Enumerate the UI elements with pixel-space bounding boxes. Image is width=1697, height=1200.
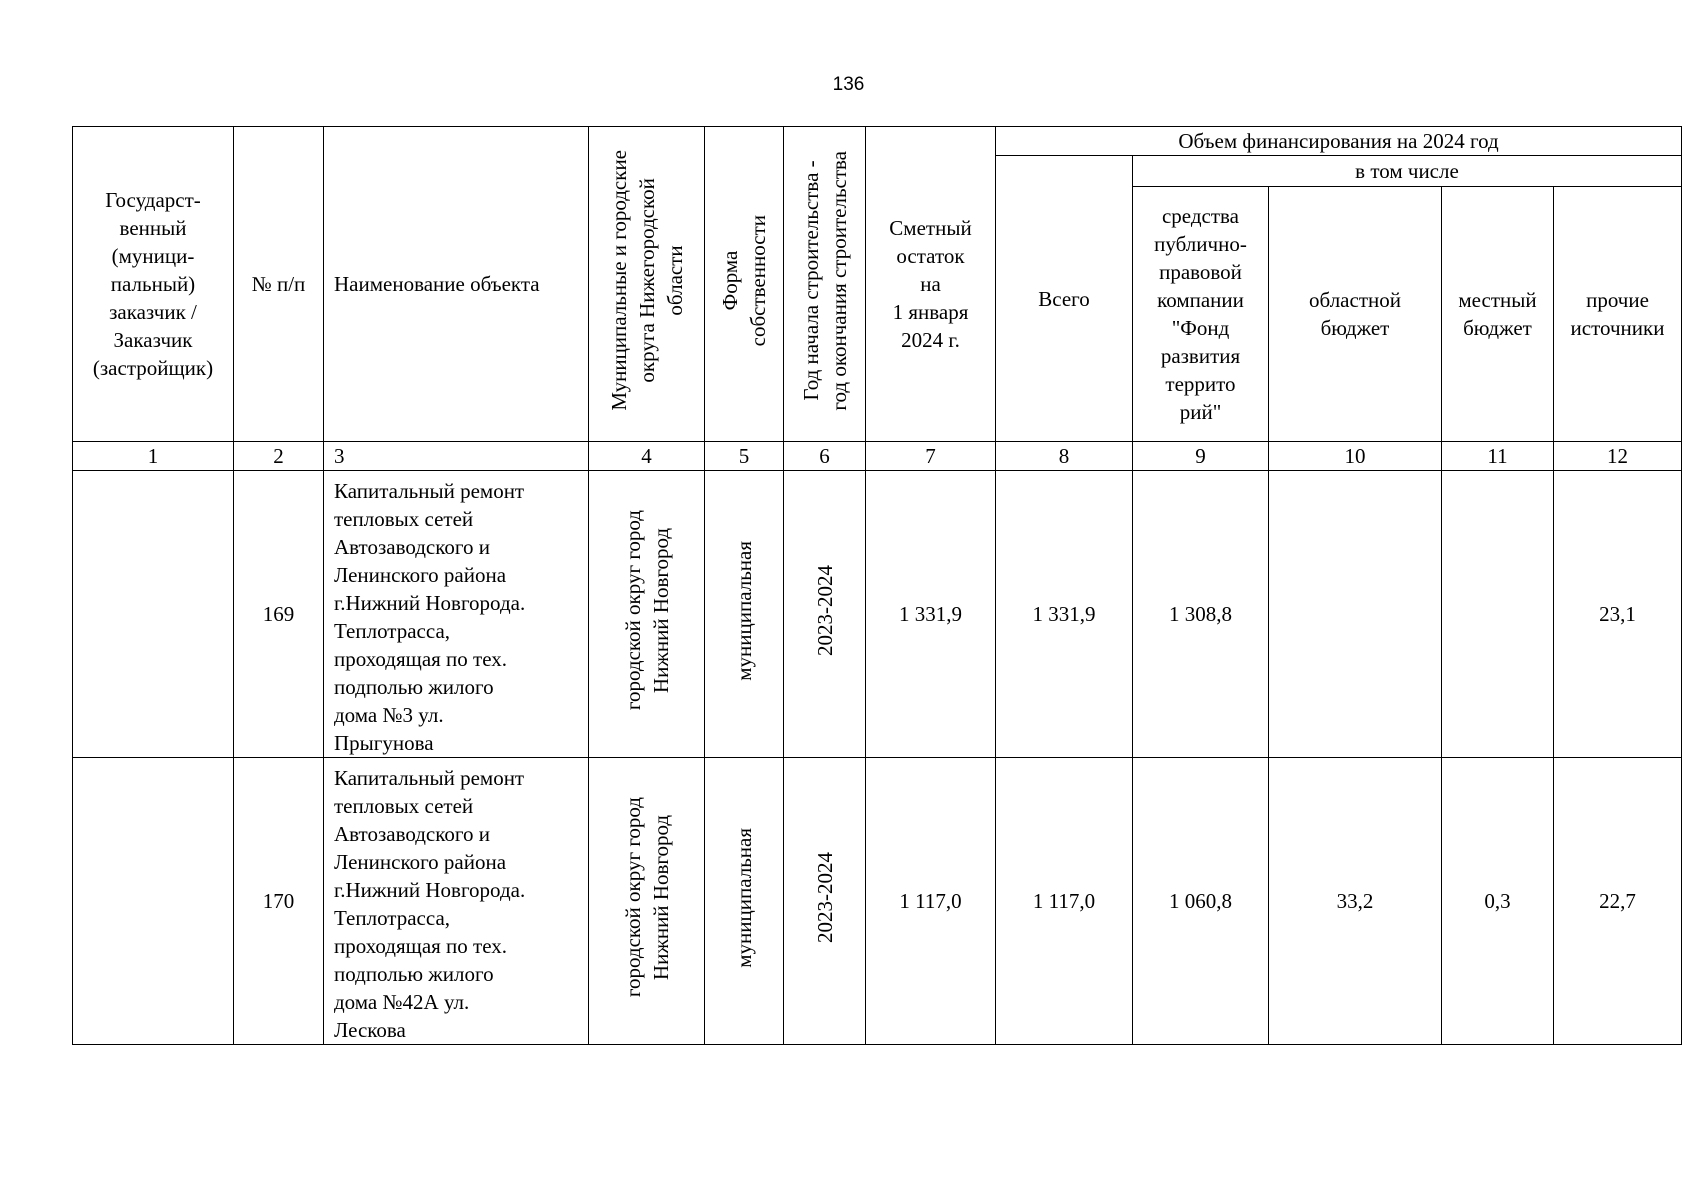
header-local: местный бюджет — [1442, 187, 1554, 442]
column-number: 10 — [1269, 442, 1442, 471]
column-number: 3 — [324, 442, 589, 471]
cell-municipality-cell — [589, 471, 705, 758]
header-estimate: Сметный остаток на 1 января 2024 г. — [866, 127, 996, 442]
financing-table — [72, 126, 1682, 1045]
cell-total: 1 331,9 — [996, 471, 1133, 758]
page-number: 136 — [832, 74, 865, 95]
table-row — [73, 758, 1682, 1045]
cell-other: 23,1 — [1554, 471, 1682, 758]
column-number: 2 — [234, 442, 324, 471]
cell-municipality-cell — [589, 758, 705, 1045]
cell-number: 170 — [234, 758, 324, 1045]
header-ownership-cell — [705, 127, 784, 442]
cell-object-name: Капитальный ремонт тепловых сетей Автозаводского и Ленинского района г.Нижний Новгорода. Теплотрасса, проходящая по тех. подполью жилого дома №42А ул. Лескова — [324, 758, 589, 1045]
column-number: 7 — [866, 442, 996, 471]
cell-local: 0,3 — [1442, 758, 1554, 1045]
cell-customer — [73, 758, 234, 1045]
cell-years: 2023-2024 — [812, 565, 837, 656]
cell-customer — [73, 471, 234, 758]
cell-estimate: 1 117,0 — [866, 758, 996, 1045]
header-other: прочие источники — [1554, 187, 1682, 442]
column-number: 11 — [1442, 442, 1554, 471]
cell-years-cell — [784, 471, 866, 758]
header-customer: Государст- венный (муници- пальный) заказчик / Заказчик (застройщик) — [73, 127, 234, 442]
column-number: 1 — [73, 442, 234, 471]
cell-regional — [1269, 471, 1442, 758]
header-including: в том числе — [1133, 156, 1682, 187]
column-number: 8 — [996, 442, 1133, 471]
cell-ownership: муниципальная — [732, 827, 756, 968]
header-object-name: Наименование объекта — [324, 127, 589, 442]
header-number: № п/п — [234, 127, 324, 442]
cell-years: 2023-2024 — [812, 852, 837, 943]
column-number: 5 — [705, 442, 784, 471]
header-funding-title: Объем финансирования на 2024 год — [996, 127, 1682, 156]
header-years: Год начала строительства - год окончания строительства — [798, 150, 851, 411]
column-number-row — [73, 442, 1682, 471]
cell-number: 169 — [234, 471, 324, 758]
cell-regional: 33,2 — [1269, 758, 1442, 1045]
cell-ownership-cell — [705, 471, 784, 758]
cell-local — [1442, 471, 1554, 758]
cell-years-cell — [784, 758, 866, 1045]
column-number: 12 — [1554, 442, 1682, 471]
cell-estimate: 1 331,9 — [866, 471, 996, 758]
column-number: 9 — [1133, 442, 1269, 471]
cell-object-name: Капитальный ремонт тепловых сетей Автозаводского и Ленинского района г.Нижний Новгорода. Теплотрасса, проходящая по тех. подполью жилого дома №3 ул. Прыгунова — [324, 471, 589, 758]
cell-fund: 1 060,8 — [1133, 758, 1269, 1045]
header-regional: областной бюджет — [1269, 187, 1442, 442]
cell-other: 22,7 — [1554, 758, 1682, 1045]
header-municipality-cell — [589, 127, 705, 442]
header-row-1 — [73, 127, 1682, 156]
cell-total: 1 117,0 — [996, 758, 1133, 1045]
header-fund: средства публично- правовой компании "Фонд развития террито рий" — [1133, 187, 1269, 442]
column-number: 4 — [589, 442, 705, 471]
column-number: 6 — [784, 442, 866, 471]
table-row — [73, 471, 1682, 758]
cell-ownership-cell — [705, 758, 784, 1045]
cell-municipality: городской округ город Нижний Новгород — [620, 510, 673, 711]
cell-municipality: городской округ город Нижний Новгород — [620, 797, 673, 998]
header-total: Всего — [996, 156, 1133, 442]
header-years-cell — [784, 127, 866, 442]
cell-ownership: муниципальная — [732, 540, 756, 681]
cell-fund: 1 308,8 — [1133, 471, 1269, 758]
header-ownership: Форма собственности — [718, 214, 770, 347]
header-municipality: Муниципальные и городские округа Нижегородской области — [606, 150, 687, 411]
